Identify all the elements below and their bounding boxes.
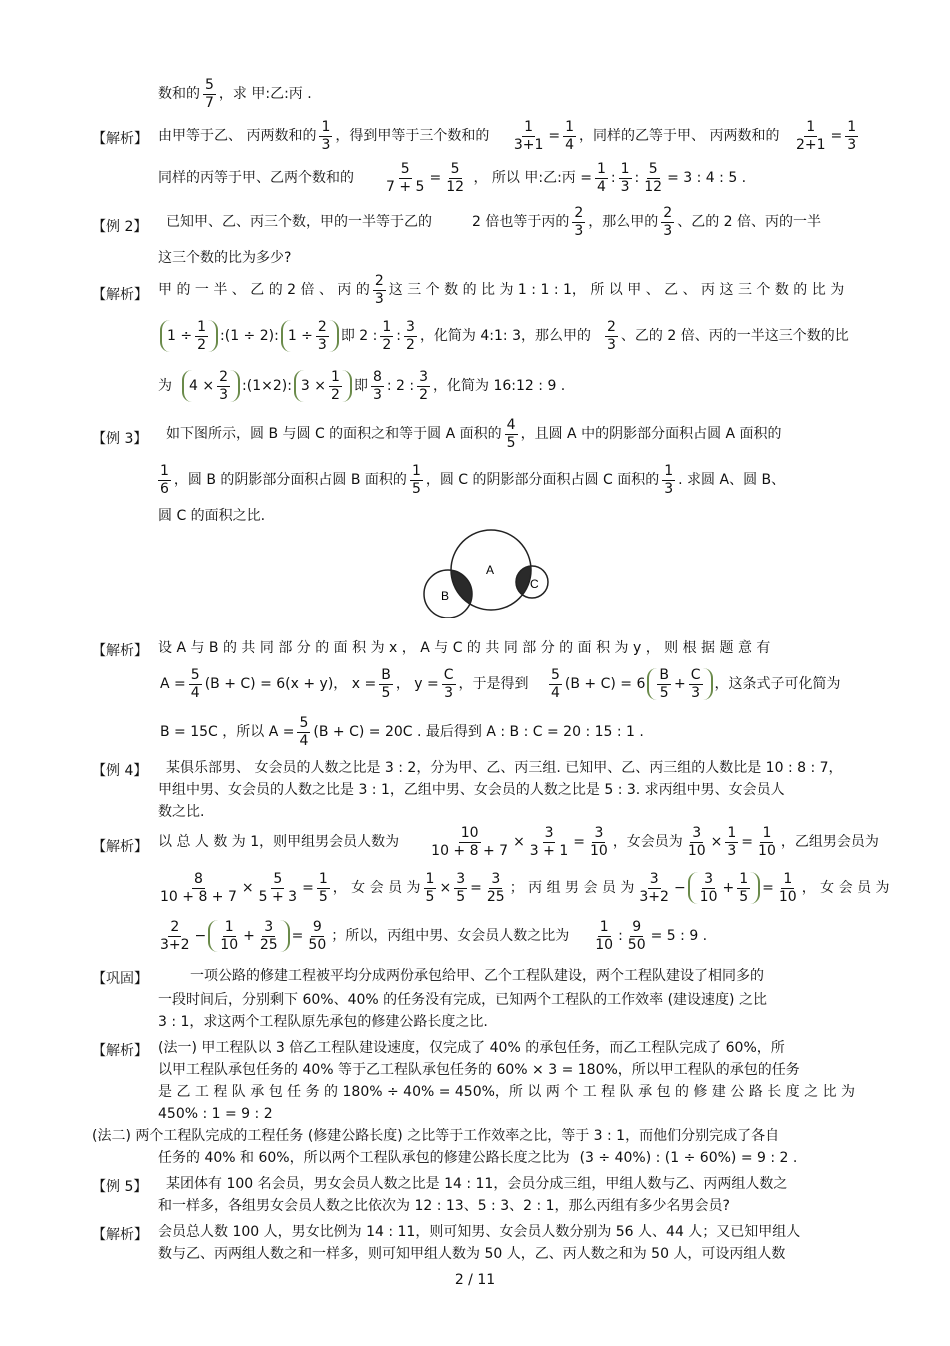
text-line: 某俱乐部男、 女会员的人数之比是 3 : 2，分为甲、乙、丙三组. 已知甲、乙、丙三组的人数比是 10 : 8 : 7， <box>166 760 843 776</box>
text-line <box>158 78 312 110</box>
text-line: 圆 C 的面积之比. <box>158 508 266 524</box>
text-line: 任务的 40% 和 60%，所以两个工程队承包的修建公路长度之比为 (3 ÷ 40%) : (1 ÷ 60%) = 9 : 2 . <box>158 1150 798 1166</box>
text-line: A = $\frac{5}{4}$ (B + C) = 6(x + y)， x = $\frac{B}{5}$ ， y = $\frac{C}{3}$ ，于是得到 $\frac{5}{4}$ (B + C) = 6 $\frac{B}{5}$ + $\frac{C}{3}$ ，这条式子可化简为 <box>160 667 841 701</box>
text-line: (法一) 甲工程队以 3 倍乙工程队建设速度，仅完成了 40% 的承包任务，而乙工程队完成了 60%，所 <box>158 1040 785 1056</box>
label-jiexi: 【解析】 <box>92 1043 148 1059</box>
text: ，求 甲:乙:丙 . <box>218 86 312 103</box>
label-example-3: 【例 3】 <box>92 431 148 447</box>
text-line: 数之比. <box>158 804 205 820</box>
text-line: 为 4 × $\frac{2}{3}$ :(1×2): 3 × $\frac{1}{2}$ 即 $\frac{8}{3}$ : 2 : $\frac{3}{2}$ ，化简为 16:12 : 9 . <box>158 369 566 403</box>
text-line: 以甲工程队承包任务的 40% 等于乙工程队承包任务的 60% × 3 = 180%，所以甲工程队的承包的任务 <box>158 1062 800 1078</box>
label-b: B <box>441 589 450 603</box>
text-line: 甲组中男、女会员的人数之比是 3 : 1，乙组中男、女会员的人数之比是 5 : 3. 求丙组中男、女会员人 <box>158 782 785 798</box>
text-line: $\frac{2}{3+2}$ − $\frac{1}{10}$ + $\frac{3}{25}$ = $\frac{9}{50}$ ；所以，丙组中男、女会员人数之比为 $\frac{1}{10}$ : $\frac{9}{50}$ = 5 : 9 . <box>160 919 708 953</box>
text-line: $\frac{1}{6}$ ，圆 B 的阴影部分面积占圆 B 面积的 $\frac{1}{5}$ ，圆 C 的阴影部分面积占圆 C 面积的 $\frac{1}{3}$ . 求圆 A、圆 B、 <box>160 463 786 497</box>
text-line: 同样的丙等于甲、乙两个数和的 $\frac{5}{7 + 5}$ = $\frac{5}{12}$ ， 所以 甲:乙:丙 = $\frac{1}{4}$ : $\frac{1}{3}$ : $\frac{5}{12}$ = 3 : 4 : 5 . <box>158 161 747 195</box>
label-jiexi: 【解析】 <box>92 839 148 855</box>
label-example-5: 【例 5】 <box>92 1179 148 1195</box>
text-line: 已知甲、乙、丙三个数，甲的一半等于乙的 2 倍也等于丙的 $\frac{2}{3}$ ，那么甲的 $\frac{2}{3}$ 、乙的 2 倍、丙的一半 <box>166 205 822 239</box>
fraction: $\frac{5}{7}$ <box>205 77 214 111</box>
label-jiexi: 【解析】 <box>92 287 148 303</box>
page-number: 2 / 11 <box>454 1272 496 1288</box>
text-line: 1 ÷ $\frac{1}{2}$ :(1 ÷ 2): 1 ÷ $\frac{2}{3}$ 即 2 : $\frac{1}{2}$ : $\frac{3}{2}$ ，化简为 4:1: 3，那么甲的 $\frac{2}{3}$ 、乙的 2 倍、丙的一半这三个数的比 <box>158 320 849 352</box>
text-line: 如下图所示，圆 B 与圆 C 的面积之和等于圆 A 面积的 $\frac{4}{5}$ ，且圆 A 中的阴影部分面积占圆 A 面积的 <box>166 417 782 451</box>
text-line: 和一样多，各组男女会员人数之比依次为 12 : 13、5 : 3、2 : 1，那么丙组有多少名男会员? <box>158 1198 730 1214</box>
label-example-4: 【例 4】 <box>92 763 148 779</box>
text-line: 450% : 1 = 9 : 2 <box>158 1106 273 1122</box>
text-line: B = 15C ，所以 A = $\frac{5}{4}$ (B + C) = 20C . 最后得到 A : B : C = 20 : 15 : 1 . <box>160 715 644 749</box>
text-line: 甲 的 一 半 、 乙 的 2 倍 、 丙 的 $\frac{2}{3}$ 这 三 个 数 的 比 为 1 : 1 : 1， 所 以 甲 、 乙 、 丙 这 三 个 数 的 比 为 <box>158 273 845 307</box>
label-jiexi: 【解析】 <box>92 643 148 659</box>
text-line: 3 : 1，求这两个工程队原先承包的修建公路长度之比. <box>158 1014 488 1030</box>
label-jiexi: 【解析】 <box>92 131 148 147</box>
circles-figure <box>415 528 565 622</box>
text-line: 一段时间后，分别剩下 60%、40% 的任务没有完成，已知两个工程队的工作效率 (建设速度) 之比 <box>158 992 767 1008</box>
text-line: 由甲等于乙、 丙两数和的 $\frac{1}{3}$ ，得到甲等于三个数和的 $\frac{1}{3+1}$ = $\frac{1}{4}$ ，同样的乙等于甲、 丙两数和的 $\frac{1}{2+1}$ = $\frac{1}{3}$ <box>158 119 857 153</box>
text-line: (法二) 两个工程队完成的工程任务 (修建公路长度) 之比等于工作效率之比，等于 3 : 1，而他们分别完成了各自 <box>92 1128 780 1144</box>
label-a: A <box>486 563 495 577</box>
text: 数和的 <box>158 86 200 103</box>
text-line: 数与乙、丙两组人数之和一样多，则可知甲组人数为 50 人，乙、丙人数之和为 50 人，可设丙组人数 <box>158 1246 786 1262</box>
text-line: 以 总 人 数 为 1，则甲组男会员人数为 $\frac{10}{10 + 8 + 7}$ × $\frac{3}{3 + 1}$ = $\frac{3}{10}$ ，女会员为 $\frac{3}{10}$ × $\frac{1}{3}$ = $\frac{1}{10}$ ，乙组男会员为 <box>158 825 879 859</box>
label-c: C <box>530 577 539 591</box>
text-line: 这三个数的比为多少? <box>158 250 292 266</box>
label-jiexi: 【解析】 <box>92 1227 148 1243</box>
text-line: 会员总人数 100 人，男女比例为 14 : 11，则可知男、女会员人数分别为 56 人、44 人；又已知甲组人 <box>158 1224 801 1240</box>
label-gonggu: 【巩固】 <box>92 971 148 987</box>
text-line: 一项公路的修建工程被平均分成两份承包给甲、乙个工程队建设，两个工程队建设了相同多的 <box>190 968 764 984</box>
text-line: $\frac{8}{10 + 8 + 7}$ × $\frac{5}{5 + 3}$ = $\frac{1}{5}$ ， 女 会 员 为 $\frac{1}{5}$ × $\frac{3}{5}$ = $\frac{3}{25}$ ； 丙 组 男 会 员 为 $\frac{3}{3+2}$ − $\frac{3}{10}$ + $\frac{1}{5}$ = $\frac{1}{10}$ ， 女 会 员 为 <box>160 871 890 905</box>
text-line: 某团体有 100 名会员，男女会员人数之比是 14 : 11，会员分成三组，甲组人数与乙、丙两组人数之 <box>166 1176 788 1192</box>
text-line: 设 A 与 B 的 共 同 部 分 的 面 积 为 x ， A 与 C 的 共 同 部 分 的 面 积 为 y ， 则 根 据 题 意 有 <box>158 640 771 656</box>
label-example-2: 【例 2】 <box>92 219 148 235</box>
text-line: 是 乙 工 程 队 承 包 任 务 的 180% ÷ 40% = 450%，所 以 两 个 工 程 队 承 包 的 修 建 公 路 长 度 之 比 为 <box>158 1084 856 1100</box>
